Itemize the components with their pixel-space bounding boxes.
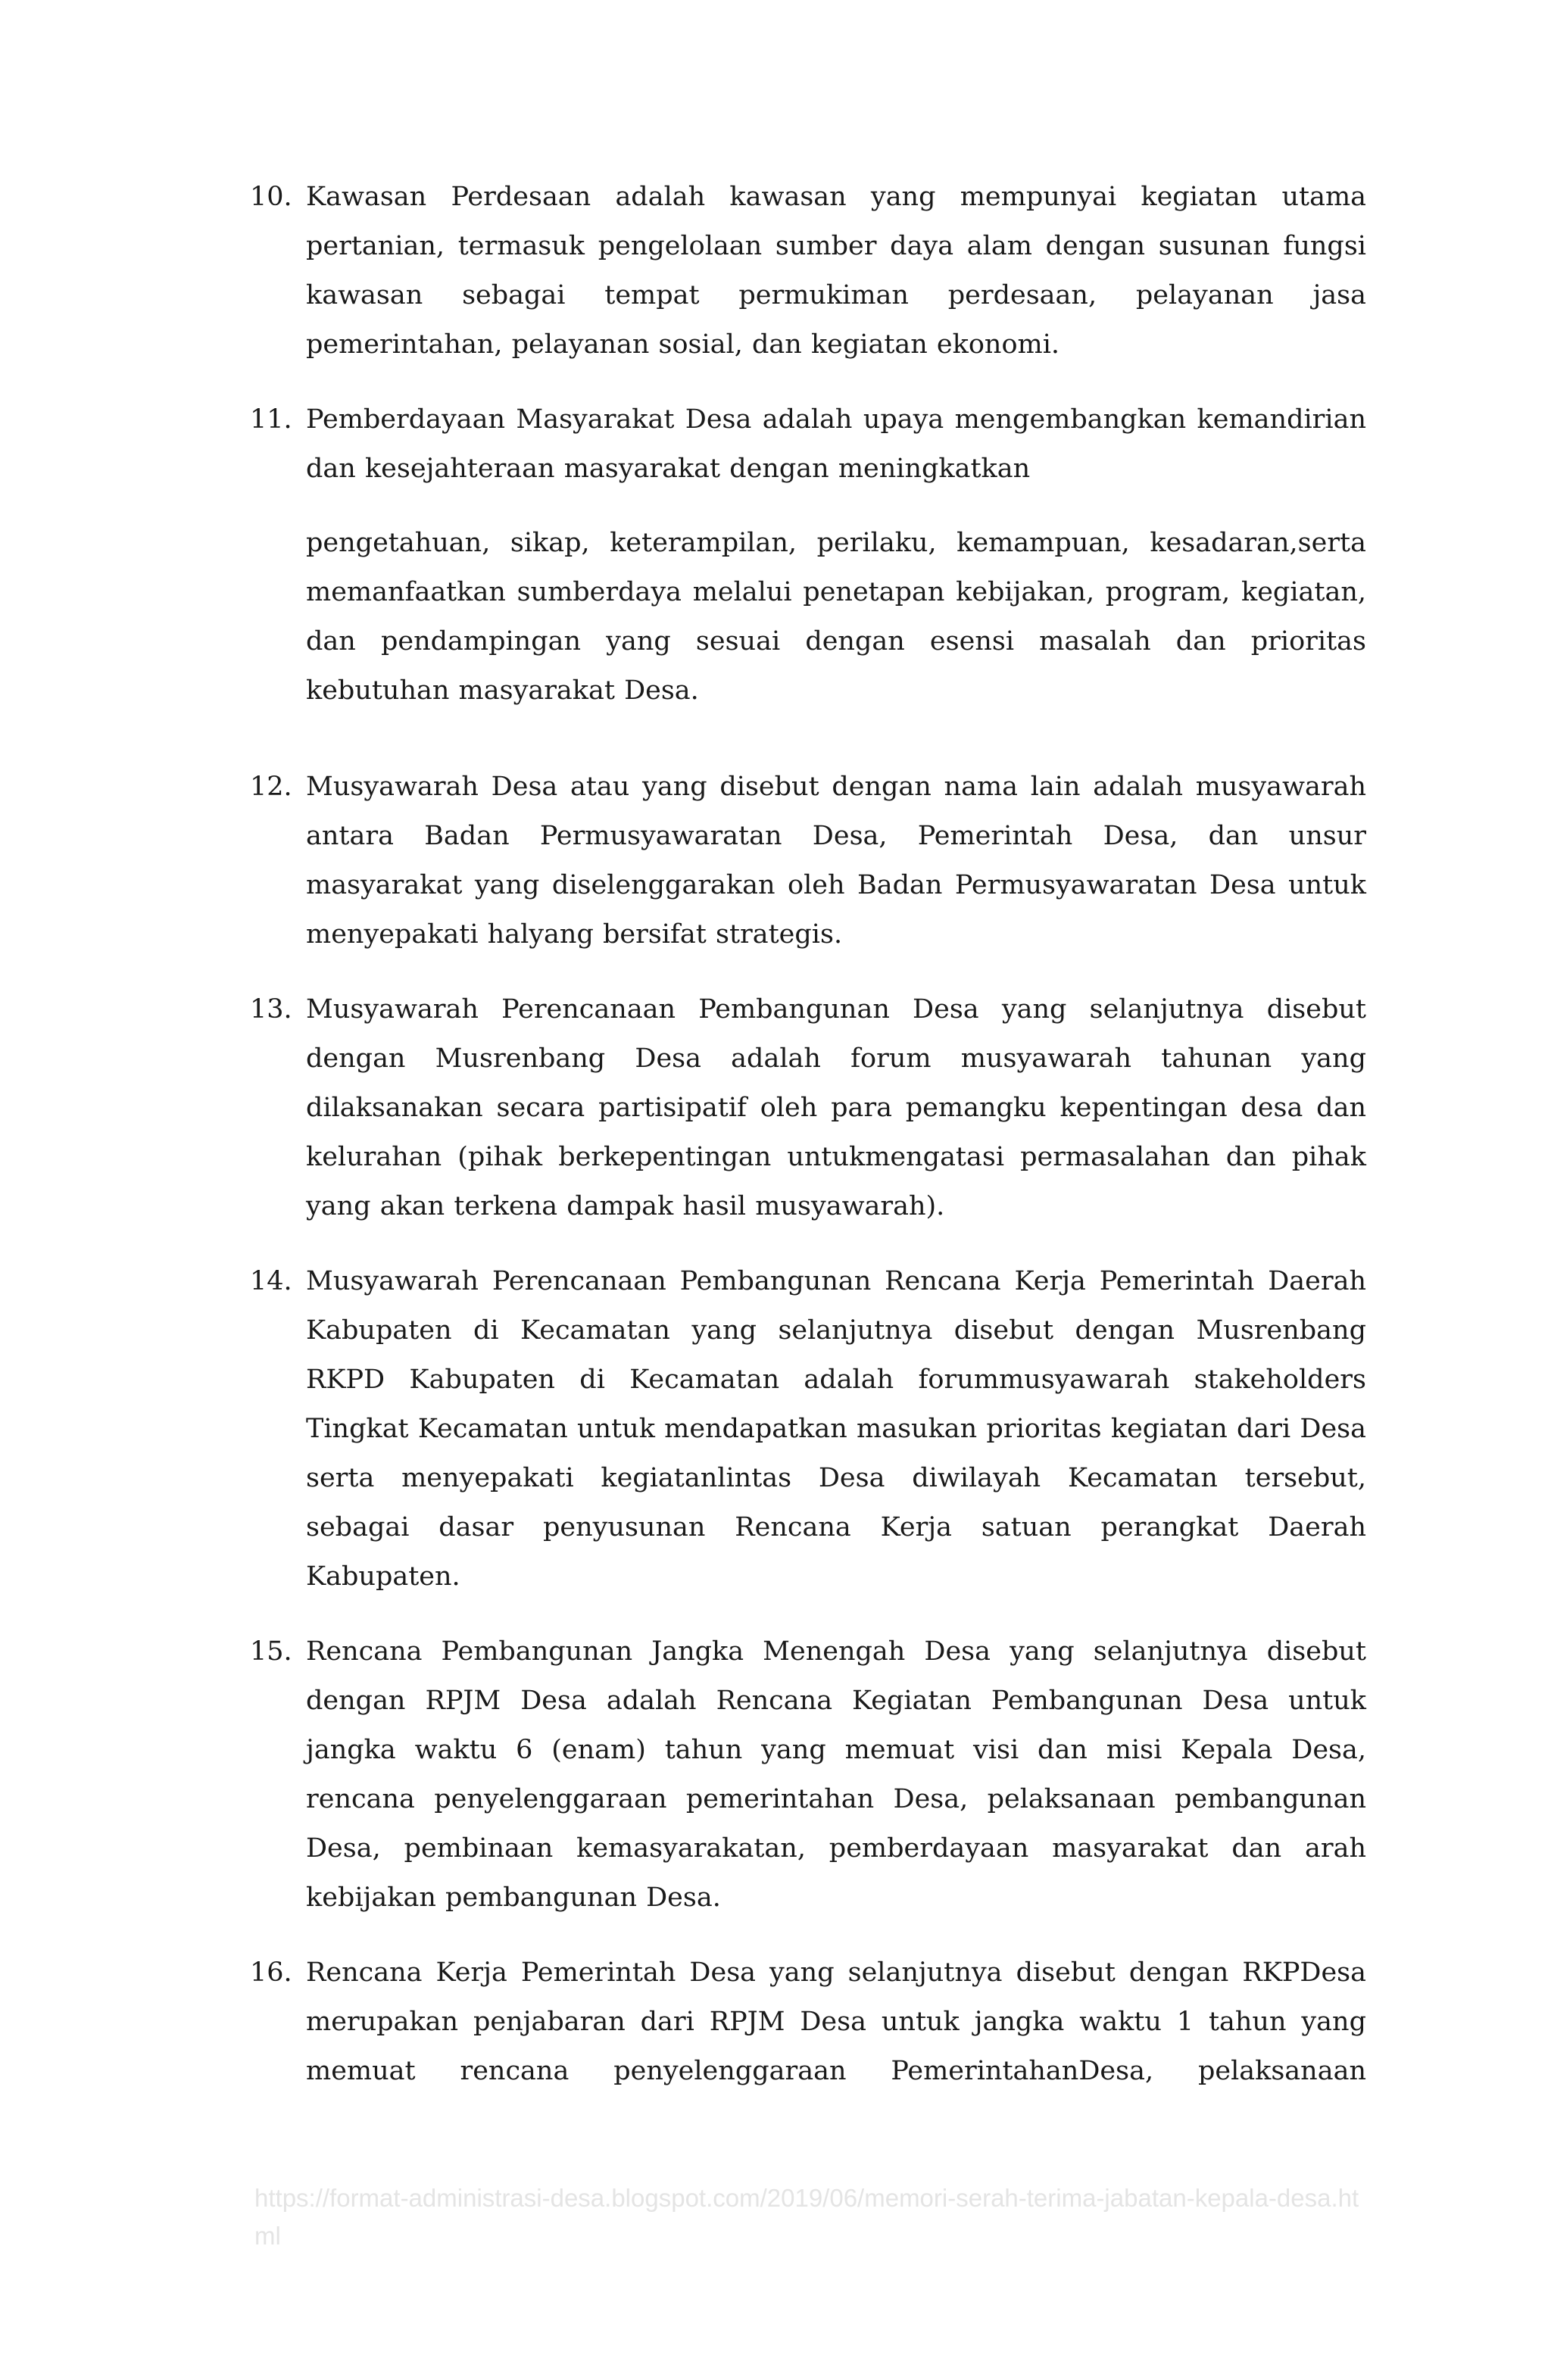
list-item <box>250 1257 1366 1602</box>
definition-list <box>250 173 1366 2122</box>
list-item <box>250 763 1366 959</box>
list-item <box>250 1627 1366 1923</box>
item-paragraph: Musyawarah Perencanaan Pembangunan Desa yang selanjutnya disebut dengan Musrenbang Desa adalah forum musyawarah tahunan yang dilaksanakan secara partisipatif oleh para pemangku kepentingan desa dan kelurahan (pihak berkepentingan untukmengatasi permasalahan dan pihak yang akan terkena dampak hasil musyawarah). <box>306 994 1366 1221</box>
item-paragraph: Musyawarah Perencanaan Pembangunan Rencana Kerja Pemerintah Daerah Kabupaten di Kecamatan yang selanjutnya disebut dengan Musrenbang RKPD Kabupaten di Kecamatan adalah forummusyawarah stakeholders Tingkat Kecamatan untuk mendapatkan masukan prioritas kegiatan dari Desa serta menyepakati kegiatanlintas Desa diwilayah Kecamatan tersebut, sebagai dasar penyusunan Rencana Kerja satuan perangkat Daerah Kabupaten. <box>306 1266 1366 1592</box>
watermark-url: https://format-administrasi-desa.blogspot.com/2019/06/memori-serah-terima-jabatan-kepala-desa.html <box>254 2184 1359 2250</box>
item-paragraph: pengetahuan, sikap, keterampilan, perilaku, kemampuan, kesadaran,serta memanfaatkan sumberdaya melalui penetapan kebijakan, program, kegiatan, dan pendampingan yang sesuai dengan esensi masalah dan prioritas kebutuhan masyarakat Desa. <box>306 528 1366 706</box>
item-number: 10. <box>250 182 292 212</box>
item-number: 13. <box>250 994 292 1025</box>
item-number: 16. <box>250 1957 292 1988</box>
list-item <box>250 395 1366 716</box>
item-number: 11. <box>250 404 292 435</box>
item-paragraph: Kawasan Perdesaan adalah kawasan yang mempunyai kegiatan utama pertanian, termasuk pengelolaan sumber daya alam dengan susunan fungsi kawasan sebagai tempat permukiman perdesaan, pelayanan jasa pemerintahan, pelayanan sosial, dan kegiatan ekonomi. <box>306 182 1366 360</box>
item-paragraph: Musyawarah Desa atau yang disebut dengan nama lain adalah musyawarah antara Badan Permusyawaratan Desa, Pemerintah Desa, dan unsur masyarakat yang diselenggarakan oleh Badan Permusyawaratan Desa untuk menyepakati halyang bersifat strategis. <box>306 772 1366 950</box>
list-item <box>250 985 1366 1231</box>
item-paragraph: Rencana Kerja Pemerintah Desa yang selanjutnya disebut dengan RKPDesa merupakan penjabaran dari RPJM Desa untuk jangka waktu 1 tahun yang memuat rencana penyelenggaraan PemerintahanDesa, pelaksanaan <box>306 1957 1366 2086</box>
item-number: 15. <box>250 1636 292 1667</box>
item-number: 12. <box>250 772 292 802</box>
item-paragraph: Rencana Pembangunan Jangka Menengah Desa yang selanjutnya disebut dengan RPJM Desa adalah Rencana Kegiatan Pembangunan Desa untuk jangka waktu 6 (enam) tahun yang memuat visi dan misi Kepala Desa, rencana penyelenggaraan pemerintahan Desa, pelaksanaan pembangunan Desa, pembinaan kemasyarakatan, pemberdayaan masyarakat dan arah kebijakan pembangunan Desa. <box>306 1636 1366 1913</box>
list-item <box>250 1948 1366 2096</box>
item-paragraph: Pemberdayaan Masyarakat Desa adalah upaya mengembangkan kemandirian dan kesejahteraan masyarakat dengan meningkatkan <box>306 404 1366 484</box>
list-item <box>250 173 1366 370</box>
item-number: 14. <box>250 1266 292 1296</box>
